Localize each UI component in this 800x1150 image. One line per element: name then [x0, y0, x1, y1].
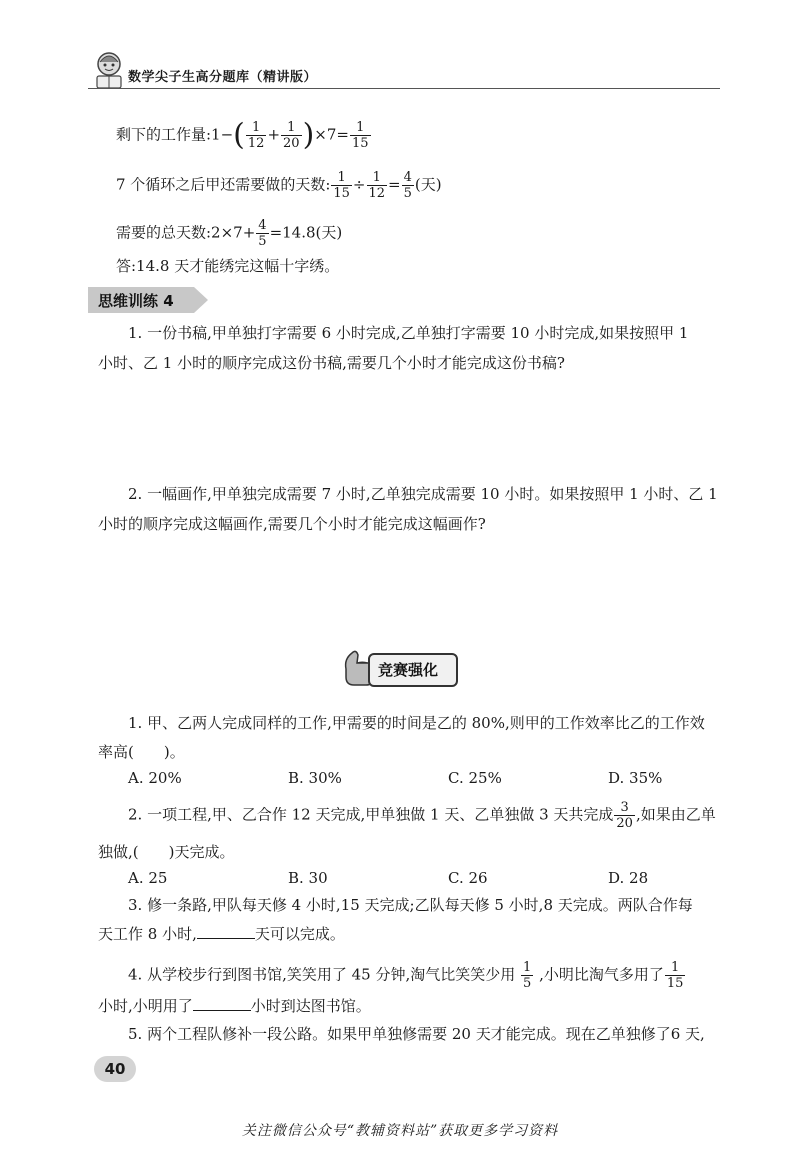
contest-q3-line1: 3. 修一条路,甲队每天修 4 小时,15 天完成;乙队每天修 5 小时,8 天完成。两队合作每 [128, 896, 693, 914]
book-title: 数学尖子生高分题库（精讲版） [128, 70, 318, 85]
practice-q1-line2: 小时、乙 1 小时的顺序完成这份书稿,需要几个小时才能完成这份书稿? [98, 354, 565, 372]
contest-title: 竞赛强化 [378, 661, 439, 679]
contest-q1-option-d: D. 35% [608, 769, 663, 787]
solution-after-cycles: 7 个循环之后甲还需要做的天数: $\frac{1}{15}$ ÷ $\frac{1}{12}$ = $\frac{4}{5}$ (天) [116, 170, 442, 201]
contest-q1-line2: 率高( )。 [98, 743, 185, 761]
contest-q1-line1: 1. 甲、乙两人完成同样的工作,甲需要的时间是乙的 80%,则甲的工作效率比乙的工作效 [128, 714, 705, 732]
fraction: $\frac{1}{12}$ [247, 120, 265, 151]
contest-q4-line2: 小时,小明用了 小时到达图书馆。 [98, 997, 371, 1015]
contest-q3-line2: 天工作 8 小时, 天可以完成。 [98, 925, 345, 943]
fraction: $\frac{1}{20}$ [283, 120, 300, 151]
fraction: $\frac{1}{15}$ [666, 960, 684, 991]
contest-q2-option-b: B. 30 [288, 869, 328, 887]
fraction: $\frac{1}{12}$ [368, 170, 386, 201]
contest-q2-option-a: A. 25 [128, 869, 168, 887]
practice-q2-line2: 小时的顺序完成这幅画作,需要几个小时才能完成这幅画作? [98, 515, 486, 533]
mascot-logo-icon [92, 50, 126, 92]
page-number: 40 [94, 1056, 136, 1082]
contest-q2-line2: 独做,( )天完成。 [98, 843, 235, 861]
footer-note: 关注微信公众号“教辅资料站”获取更多学习资料 [241, 1123, 559, 1139]
contest-q1-option-b: B. 30% [288, 769, 342, 787]
contest-q5-line1: 5. 两个工程队修补一段公路。如果甲单独修需要 20 天才能完成。现在乙单独修了6 天, [128, 1025, 705, 1043]
fraction: $\frac{4}{5}$ [258, 218, 267, 249]
practice-q1-line1: 1. 一份书稿,甲单独打字需要 6 小时完成,乙单独打字需要 10 小时完成,如果按照甲 1 [128, 324, 689, 342]
fraction: $\frac{1}{15}$ [351, 120, 369, 151]
fraction: $\frac{3}{20}$ [616, 800, 633, 831]
fill-blank[interactable] [193, 996, 251, 1011]
contest-q4-line1: 4. 从学校步行到图书馆,笑笑用了 45 分钟,淘气比笑笑少用 $\frac{1}{5}$ ,小明比淘气多用了 $\frac{1}{15}$ [128, 960, 684, 991]
fraction: $\frac{1}{15}$ [333, 170, 350, 201]
contest-q1-option-a: A. 20% [128, 769, 182, 787]
solution-remaining-work: 剩下的工作量:1−( $\frac{1}{12}$ + $\frac{1}{20}$ )×7= $\frac{1}{15}$ [116, 117, 369, 153]
practice-title: 思维训练 4 [98, 292, 174, 310]
right-paren: ) [302, 117, 315, 153]
practice-section-tag [88, 287, 212, 313]
contest-q2-option-d: D. 28 [608, 869, 649, 887]
header-divider [88, 88, 720, 89]
fraction: $\frac{1}{5}$ [523, 960, 532, 991]
contest-q2-option-c: C. 26 [448, 869, 488, 887]
remaining-label: 剩下的工作量:1− [116, 125, 234, 144]
fraction: $\frac{4}{5}$ [403, 170, 412, 201]
contest-section-badge [340, 645, 458, 689]
contest-q1-option-c: C. 25% [448, 769, 502, 787]
contest-q2-line1: 2. 一项工程,甲、乙合作 12 天完成,甲单独做 1 天、乙单独做 3 天共完成 $\frac{3}{20}$ ,如果由乙单 [128, 800, 716, 831]
solution-answer: 答:14.8 天才能绣完这幅十字绣。 [116, 257, 340, 275]
left-paren: ( [233, 117, 245, 153]
solution-total-days: 需要的总天数:2×7+ $\frac{4}{5}$ =14.8(天) [116, 218, 343, 249]
practice-q2-line1: 2. 一幅画作,甲单独完成需要 7 小时,乙单独完成需要 10 小时。如果按照甲 1 小时、乙 1 [128, 485, 718, 503]
fill-blank[interactable] [197, 924, 255, 939]
